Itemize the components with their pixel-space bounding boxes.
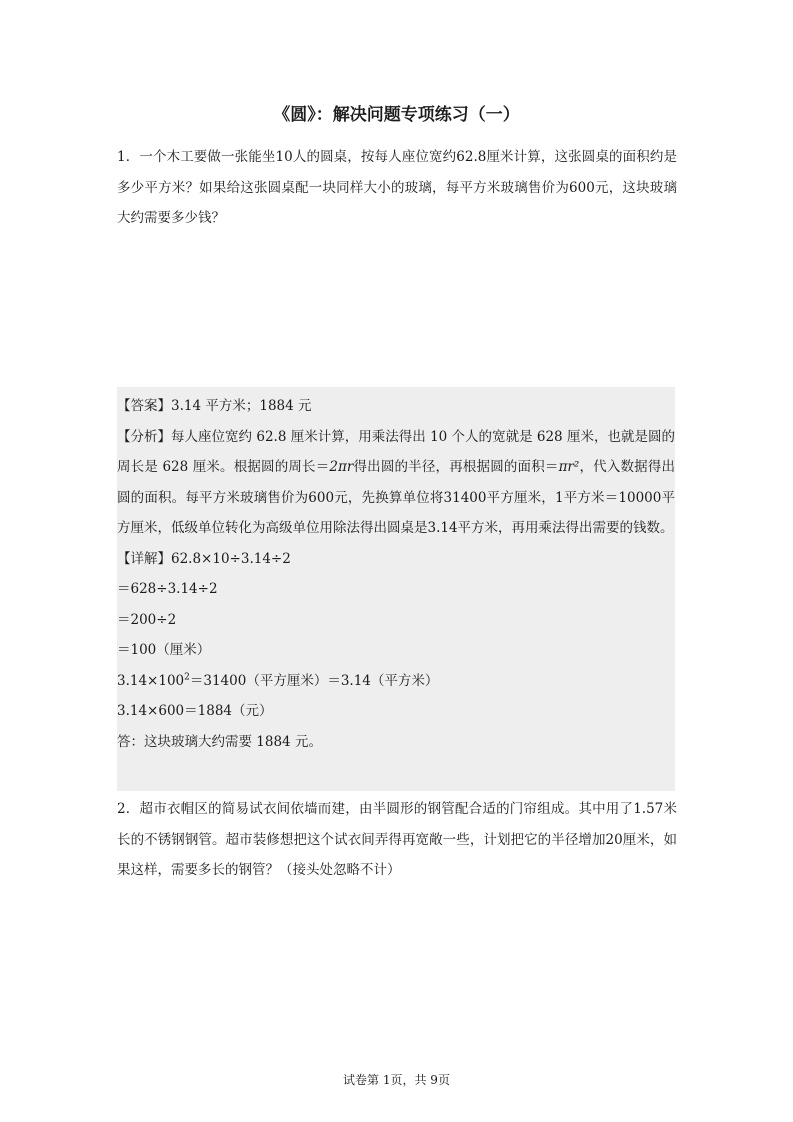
- area-calc-prefix: 3.14×100: [117, 672, 185, 689]
- cost-calc-line: 3.14×600＝1884（元）: [117, 703, 273, 719]
- calc-step: ＝100（厘米）: [117, 642, 211, 658]
- calc-step: ＝628÷3.14÷2: [117, 581, 218, 597]
- analysis-text-part3: ，代入数据得出圆的面积。每平方米玻璃售价为600元，先换算单位将31400平方厘米，1平方米＝10000平方厘米，低级单位转化为高级单位用除法得出圆桌是3.14平方米，再用乘法得出需要的钱数。: [117, 459, 676, 536]
- area-calc-line: [117, 666, 675, 697]
- page-footer: 试卷第 1页，共 9页: [343, 1073, 450, 1087]
- circumference-formula: 2πr: [329, 459, 354, 475]
- area-formula: πr²: [558, 459, 580, 475]
- area-calc-suffix: ＝31400（平方厘米）＝3.14（平方米）: [189, 672, 439, 689]
- answer-line: 【答案】3.14 平方米；1884 元: [117, 398, 312, 414]
- question-1-text: 1．一个木工要做一张能坐10人的圆桌，按每人座位宽约62.8厘米计算，这张圆桌的面积约是多少平方米？如果给这张圆桌配一块同样大小的玻璃，每平方米玻璃售价为600元，这块玻璃大约需要多少钱？: [117, 149, 677, 226]
- answer-section: [117, 387, 675, 791]
- question-2-text: 2．超市衣帽区的简易试衣间依墙而建，由半圆形的钢管配合适的门帘组成。其中用了1.57米长的不锈钢钢管。超市装修想把这个试衣间弄得再宽敞一些，计划把它的半径增加20厘米，如果这样，需要多长的钢管？（接头处忽略不计）: [117, 801, 677, 878]
- analysis-text-part2: 得出圆的半径，再根据圆的面积＝: [353, 459, 559, 475]
- calc-step: ＝200÷2: [117, 611, 177, 628]
- detail-line: 【详解】62.8×10÷3.14÷2: [117, 550, 291, 567]
- analysis-paragraph: [117, 422, 675, 544]
- final-answer: 答：这块玻璃大约需要 1884 元。: [117, 733, 322, 750]
- page-title: 《圆》：解决问题专项练习（一）: [273, 105, 520, 125]
- area-calc-exponent: 2: [184, 672, 190, 682]
- analysis-text-part1: 【分析】每人座位宽约 62.8 厘米计算，用乘法得出 10 个人的宽就是 628 厘米，也就是圆的周长是 628 厘米。根据圆的周长＝: [117, 428, 675, 475]
